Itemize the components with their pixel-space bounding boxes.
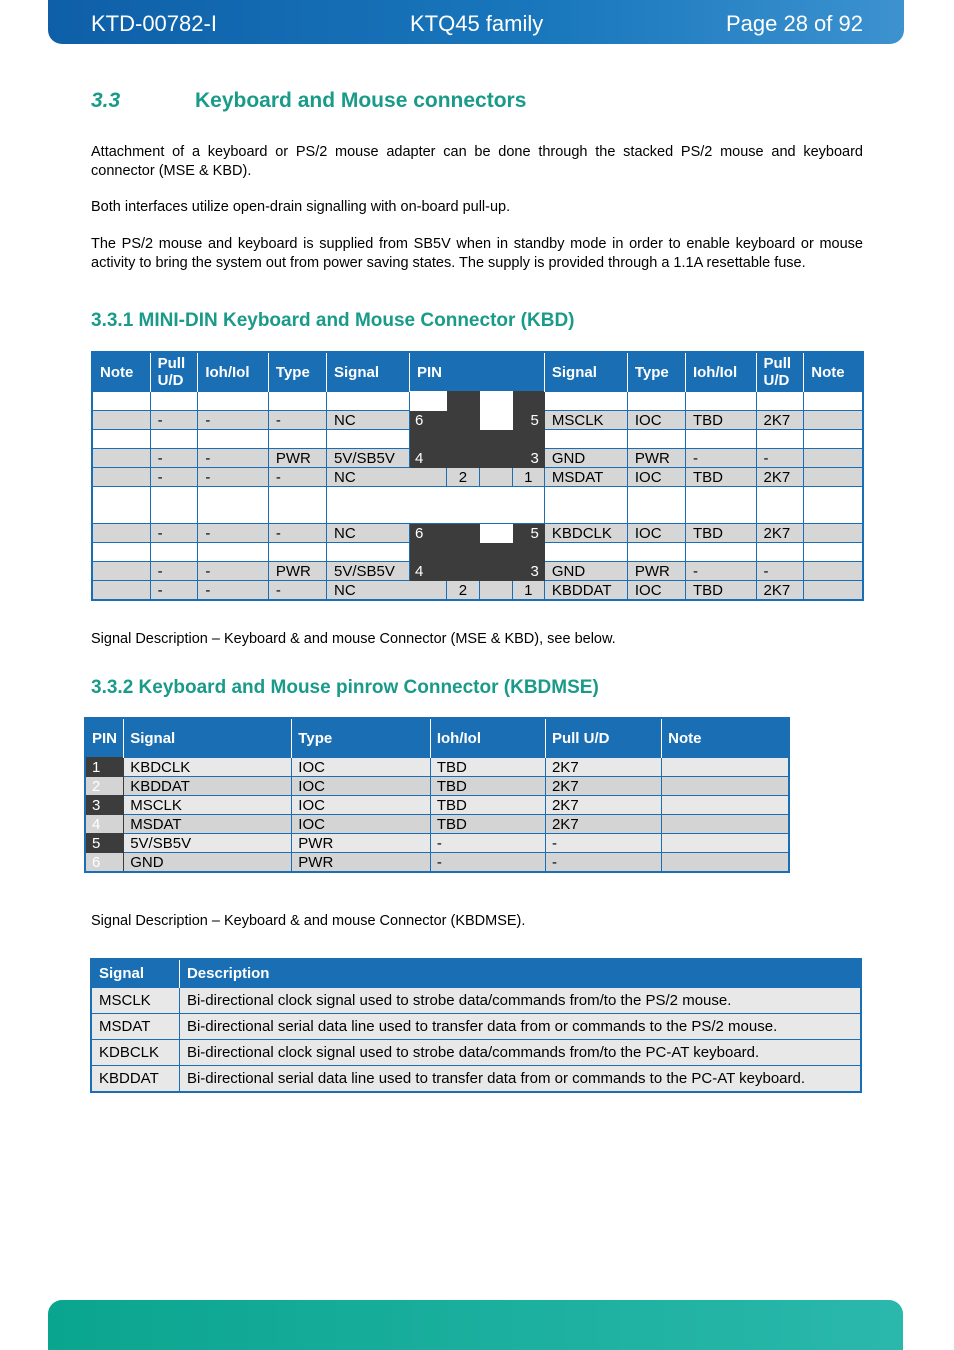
table-header-row bbox=[91, 959, 861, 988]
cell: 5V/SB5V bbox=[327, 449, 410, 468]
table-row bbox=[91, 1014, 861, 1040]
pin-number: 1 bbox=[512, 581, 544, 601]
kbdmse-caption: Signal Description – Keyboard & and mouse Connector (KBDMSE). bbox=[91, 913, 526, 929]
cell: KBDCLK bbox=[124, 758, 292, 777]
col-pull: Pull U/D bbox=[545, 718, 661, 758]
pin-number: 3 bbox=[512, 449, 544, 468]
table-row bbox=[91, 1040, 861, 1066]
table-row bbox=[92, 581, 863, 601]
cell: 2K7 bbox=[756, 411, 804, 430]
spacer-row bbox=[92, 543, 863, 562]
col-type: Type bbox=[268, 352, 326, 392]
cell: - bbox=[198, 411, 269, 430]
table-row bbox=[92, 411, 863, 430]
cell: TBD bbox=[685, 581, 756, 601]
cell: PWR bbox=[268, 449, 326, 468]
cell: 2K7 bbox=[545, 758, 661, 777]
cell: 2K7 bbox=[756, 524, 804, 543]
cell: 2K7 bbox=[756, 468, 804, 487]
cell: - bbox=[756, 449, 804, 468]
cell: - bbox=[198, 562, 269, 581]
col-signal: Signal bbox=[91, 959, 179, 988]
col-pull: Pull U/D bbox=[150, 352, 198, 392]
cell: PWR bbox=[292, 834, 431, 853]
cell: TBD bbox=[430, 815, 545, 834]
cell: - bbox=[198, 468, 269, 487]
pin-number: 6 bbox=[410, 411, 447, 430]
product-family: KTQ45 family bbox=[410, 11, 544, 36]
spacer-row bbox=[92, 487, 863, 524]
cell: MSDAT bbox=[544, 468, 627, 487]
table-row bbox=[85, 834, 789, 853]
page-footer-bar bbox=[48, 1300, 903, 1350]
table-header-row bbox=[85, 718, 789, 758]
cell: PWR bbox=[627, 449, 685, 468]
cell: MSCLK bbox=[544, 411, 627, 430]
col-ioh: Ioh/Iol bbox=[685, 352, 756, 392]
cell: - bbox=[198, 524, 269, 543]
cell: - bbox=[268, 524, 326, 543]
pin-number: 4 bbox=[410, 449, 447, 468]
cell: IOC bbox=[292, 796, 431, 815]
cell: - bbox=[545, 853, 661, 873]
cell: TBD bbox=[685, 468, 756, 487]
spacer-row bbox=[92, 392, 863, 411]
pin-number: 5 bbox=[512, 524, 544, 543]
cell: IOC bbox=[627, 468, 685, 487]
table-row bbox=[92, 449, 863, 468]
cell: IOC bbox=[292, 815, 431, 834]
col-description: Description bbox=[179, 959, 861, 988]
pin-number: 5 bbox=[512, 411, 544, 430]
cell: 2K7 bbox=[756, 581, 804, 601]
col-ioh: Ioh/Iol bbox=[198, 352, 269, 392]
signal-description-table bbox=[90, 958, 862, 1093]
cell: - bbox=[150, 581, 198, 601]
page-number: Page 28 of 92 bbox=[725, 11, 863, 36]
pin-number: 6 bbox=[410, 524, 447, 543]
col-pin: PIN bbox=[410, 352, 545, 392]
kbdmse-pinout-table bbox=[84, 717, 790, 873]
cell: 2K7 bbox=[545, 796, 661, 815]
cell: Bi-directional serial data line used to transfer data from or commands to the PC-AT keyboard. bbox=[179, 1066, 861, 1093]
cell: - bbox=[150, 468, 198, 487]
cell: - bbox=[150, 562, 198, 581]
cell: TBD bbox=[430, 796, 545, 815]
pin-number: 3 bbox=[512, 562, 544, 581]
cell: - bbox=[685, 562, 756, 581]
cell: 5V/SB5V bbox=[124, 834, 292, 853]
table-row bbox=[85, 796, 789, 815]
table-row bbox=[91, 1066, 861, 1093]
section-title: Keyboard and Mouse connectors bbox=[195, 89, 527, 112]
cell: PWR bbox=[292, 853, 431, 873]
pin-number: 6 bbox=[85, 853, 124, 873]
table-row bbox=[92, 524, 863, 543]
cell: GND bbox=[124, 853, 292, 873]
cell: IOC bbox=[292, 777, 431, 796]
cell: - bbox=[150, 524, 198, 543]
cell: - bbox=[268, 468, 326, 487]
pin-number: 1 bbox=[512, 468, 544, 487]
table-row bbox=[92, 562, 863, 581]
cell: 2K7 bbox=[545, 815, 661, 834]
cell: - bbox=[150, 411, 198, 430]
cell: Bi-directional serial data line used to transfer data from or commands to the PS/2 mouse. bbox=[179, 1014, 861, 1040]
doc-id: KTD-00782-I bbox=[91, 11, 217, 36]
col-pull: Pull U/D bbox=[756, 352, 804, 392]
pin-number: 4 bbox=[410, 562, 447, 581]
cell: TBD bbox=[685, 411, 756, 430]
cell: NC bbox=[327, 411, 410, 430]
col-signal: Signal bbox=[124, 718, 292, 758]
cell: MSDAT bbox=[91, 1014, 179, 1040]
cell: - bbox=[198, 581, 269, 601]
col-signal: Signal bbox=[544, 352, 627, 392]
table-row bbox=[85, 758, 789, 777]
cell: IOC bbox=[627, 524, 685, 543]
paragraph: Attachment of a keyboard or PS/2 mouse adapter can be done through the stacked PS/2 mouse and keyboard connector (MSE & KBD). bbox=[91, 144, 863, 179]
cell: - bbox=[685, 449, 756, 468]
pin-number: 4 bbox=[85, 815, 124, 834]
table-header-row bbox=[92, 352, 863, 392]
pin-number: 2 bbox=[447, 581, 479, 601]
cell: KDBCLK bbox=[91, 1040, 179, 1066]
subsection-heading-kbdmse: 3.3.2 Keyboard and Mouse pinrow Connector (KBDMSE) bbox=[91, 677, 599, 698]
cell: - bbox=[150, 449, 198, 468]
paragraph: Both interfaces utilize open-drain signalling with on-board pull-up. bbox=[91, 199, 511, 215]
cell: PWR bbox=[627, 562, 685, 581]
cell: GND bbox=[544, 562, 627, 581]
pin-number: 2 bbox=[85, 777, 124, 796]
table-row bbox=[85, 777, 789, 796]
col-note: Note bbox=[804, 352, 863, 392]
cell: PWR bbox=[268, 562, 326, 581]
col-type: Type bbox=[292, 718, 431, 758]
cell: IOC bbox=[627, 411, 685, 430]
cell: - bbox=[268, 411, 326, 430]
cell: NC bbox=[327, 468, 447, 487]
pin-number: 2 bbox=[447, 468, 479, 487]
col-note: Note bbox=[662, 718, 789, 758]
pin-number: 1 bbox=[85, 758, 124, 777]
section-heading bbox=[91, 88, 527, 114]
cell: NC bbox=[327, 524, 410, 543]
spacer-row bbox=[92, 430, 863, 449]
cell: 5V/SB5V bbox=[327, 562, 410, 581]
cell: NC bbox=[327, 581, 447, 601]
cell: - bbox=[756, 562, 804, 581]
cell: TBD bbox=[685, 524, 756, 543]
cell: 2K7 bbox=[545, 777, 661, 796]
cell: - bbox=[430, 853, 545, 873]
cell: GND bbox=[544, 449, 627, 468]
paragraph: The PS/2 mouse and keyboard is supplied from SB5V when in standby mode in order to enable keyboard or mouse activity to bring the system out from power saving states. The supply is provided through a 1.1A resettable fuse. bbox=[91, 236, 863, 271]
col-type: Type bbox=[627, 352, 685, 392]
cell: Bi-directional clock signal used to strobe data/commands from/to the PS/2 mouse. bbox=[179, 988, 861, 1014]
cell: KBDDAT bbox=[124, 777, 292, 796]
cell: - bbox=[198, 449, 269, 468]
cell: IOC bbox=[292, 758, 431, 777]
pin-number: 3 bbox=[85, 796, 124, 815]
col-pin: PIN bbox=[85, 718, 124, 758]
table-row bbox=[85, 853, 789, 873]
table-row bbox=[92, 468, 863, 487]
cell: KBDDAT bbox=[91, 1066, 179, 1093]
col-signal: Signal bbox=[327, 352, 410, 392]
cell: IOC bbox=[627, 581, 685, 601]
table-row bbox=[85, 815, 789, 834]
kbd-caption: Signal Description – Keyboard & and mouse Connector (MSE & KBD), see below. bbox=[91, 631, 616, 647]
page-header bbox=[48, 0, 904, 44]
pin-number: 5 bbox=[85, 834, 124, 853]
cell: KBDDAT bbox=[544, 581, 627, 601]
table-row bbox=[91, 988, 861, 1014]
section-number: 3.3 bbox=[91, 89, 121, 112]
cell: MSDAT bbox=[124, 815, 292, 834]
cell: KBDCLK bbox=[544, 524, 627, 543]
cell: Bi-directional clock signal used to strobe data/commands from/to the PC-AT keyboard. bbox=[179, 1040, 861, 1066]
col-note: Note bbox=[92, 352, 150, 392]
cell: MSCLK bbox=[124, 796, 292, 815]
kbd-pinout-table bbox=[91, 351, 864, 601]
cell: - bbox=[430, 834, 545, 853]
cell: MSCLK bbox=[91, 988, 179, 1014]
cell: TBD bbox=[430, 758, 545, 777]
cell: TBD bbox=[430, 777, 545, 796]
cell: - bbox=[545, 834, 661, 853]
subsection-heading-kbd: 3.3.1 MINI-DIN Keyboard and Mouse Connector (KBD) bbox=[91, 310, 575, 331]
cell: - bbox=[268, 581, 326, 601]
col-ioh: Ioh/Iol bbox=[430, 718, 545, 758]
